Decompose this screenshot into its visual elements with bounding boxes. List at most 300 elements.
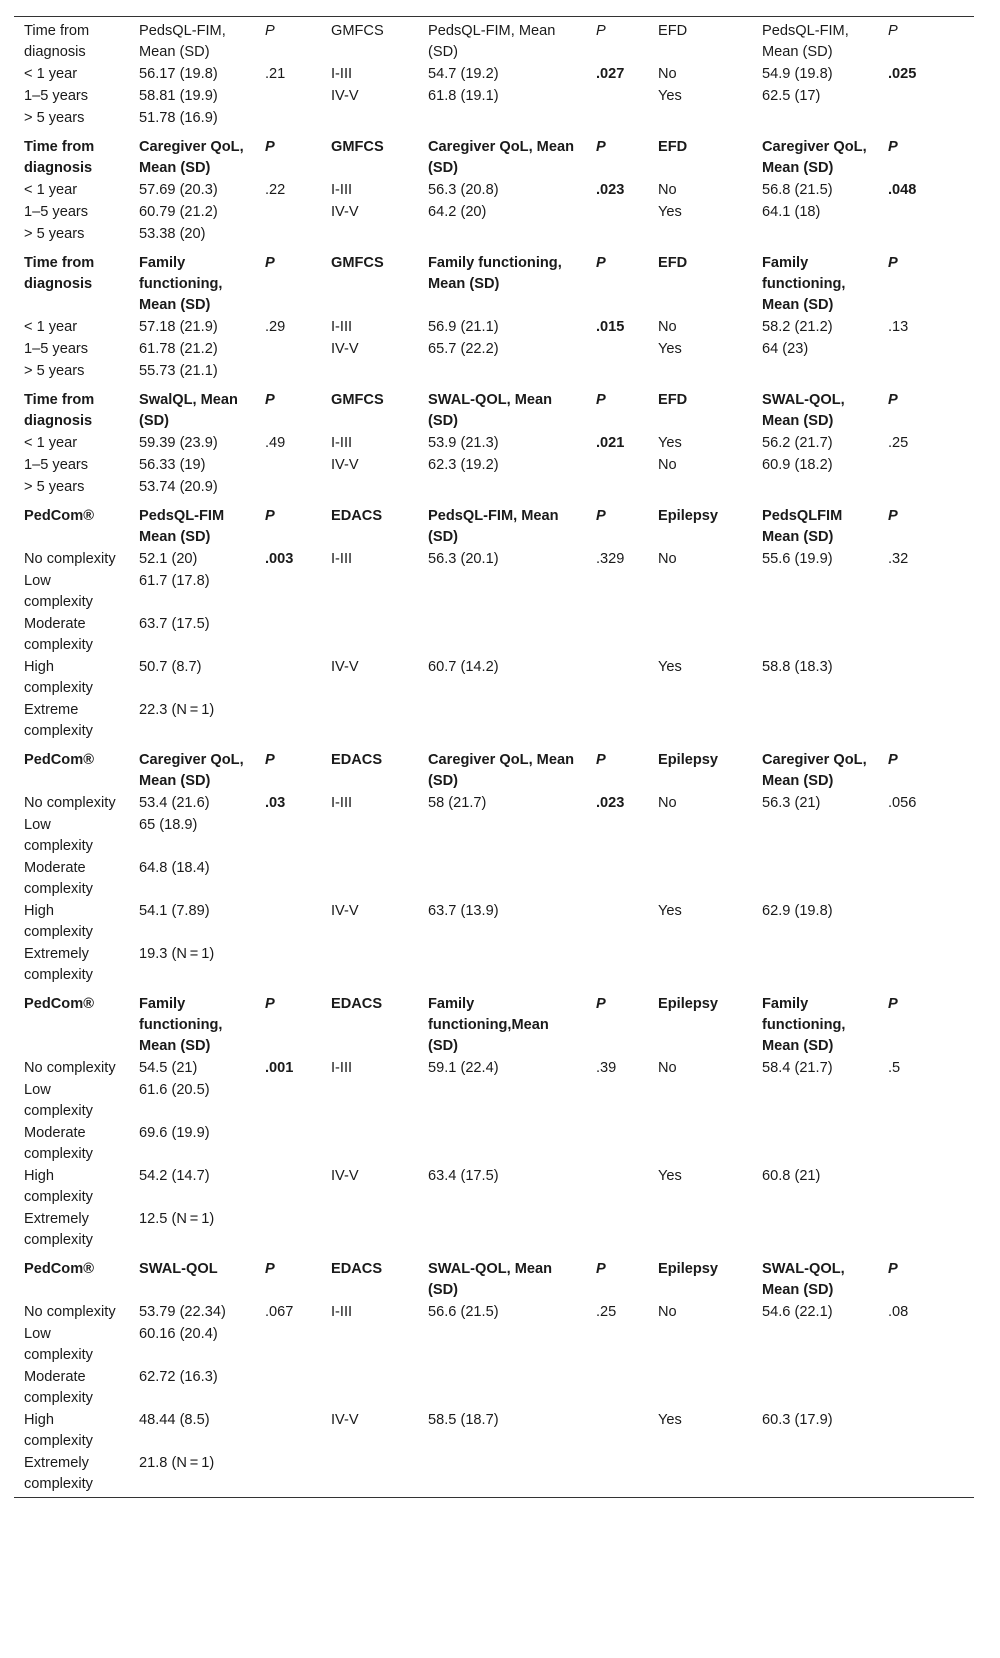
cell-binary-var: No [658,1304,677,1320]
cell-class-var [321,107,418,131]
cell-group-var: < 1 year [24,182,78,198]
cell-score-2 [418,476,586,500]
cell-score-2 [418,1079,586,1122]
cell-score-1: 55.73 (21.1) [139,363,218,379]
cell-p-value-2 [586,570,648,613]
cell-score-2 [418,107,586,131]
cell-class-var: I-III [331,795,353,811]
cell-score-2 [418,943,586,988]
cell-score-2: 53.9 (21.3) [428,435,499,451]
column-header-class-var: GMFCS [331,23,384,39]
cell-class-var: IV-V [331,1168,359,1184]
cell-group-var: 1–5 years [24,457,89,473]
table-row [14,1301,974,1323]
cell-p-value-3 [878,699,974,744]
group-header-row [14,384,974,432]
table-row [14,857,974,900]
cell-p-value-1 [255,613,321,656]
cell-score-2: 59.1 (22.4) [428,1060,499,1076]
cell-p-value-1 [255,900,321,943]
cell-class-var: I-III [331,1304,353,1320]
cell-binary-var [648,699,752,744]
cell-score-2 [418,223,586,247]
cell-score-3 [752,570,878,613]
group-header-row [14,131,974,179]
cell-class-var [321,360,418,384]
cell-score-1: 57.69 (20.3) [139,182,218,198]
cell-p-value-3 [878,201,974,223]
cell-score-3: 56.8 (21.5) [762,182,833,198]
cell-class-var [321,1366,418,1409]
cell-p-value-2 [586,1079,648,1122]
cell-binary-var: Yes [658,1168,682,1184]
cell-group-var: Moderate complexity [24,1369,93,1406]
column-header-class-var: EDACS [331,508,383,524]
cell-p-value-1: .22 [265,182,286,198]
table-row [14,179,974,201]
column-header-score-1: SwalQL, Mean (SD) [139,392,238,429]
cell-p-value-2: .25 [596,1304,617,1320]
cell-binary-var: No [658,66,677,82]
cell-score-1: 59.39 (23.9) [139,435,218,451]
cell-p-value-2 [586,699,648,744]
cell-binary-var [648,360,752,384]
cell-class-var [321,857,418,900]
column-header-score-1: PedsQL-FIM, Mean (SD) [139,23,226,60]
table-row [14,85,974,107]
column-header-class-var: GMFCS [331,139,384,155]
column-header-p-value-2: P [596,752,606,768]
column-header-score-1: Caregiver QoL, Mean (SD) [139,139,244,176]
cell-p-value-2 [586,1122,648,1165]
cell-class-var: IV-V [331,1412,359,1428]
cell-p-value-3 [878,1079,974,1122]
cell-binary-var [648,943,752,988]
results-table [14,16,974,1498]
cell-score-2: 58 (21.7) [428,795,487,811]
column-header-p-value-1: P [265,255,275,271]
cell-score-2: 58.5 (18.7) [428,1412,499,1428]
cell-class-var [321,1122,418,1165]
cell-p-value-2: .023 [596,182,625,198]
cell-p-value-3 [878,1165,974,1208]
cell-score-1: 53.79 (22.34) [139,1304,226,1320]
cell-p-value-3: .056 [888,795,917,811]
cell-class-var: IV-V [331,659,359,675]
cell-p-value-1: .21 [265,66,286,82]
cell-score-2: 56.3 (20.1) [428,551,499,567]
column-header-score-3: SWAL-QOL, Mean (SD) [762,1261,845,1298]
cell-score-3: 64 (23) [762,341,809,357]
cell-score-2: 65.7 (22.2) [428,341,499,357]
table-row [14,943,974,988]
table-row [14,338,974,360]
cell-score-1: 54.2 (14.7) [139,1168,210,1184]
table-body [14,17,974,1498]
column-header-p-value-2: P [596,139,606,155]
column-header-group-var: Time from diagnosis [24,255,95,292]
column-header-binary-var: Epilepsy [658,508,719,524]
cell-score-1: 52.1 (20) [139,551,198,567]
table-row [14,1366,974,1409]
cell-class-var [321,1323,418,1366]
cell-p-value-2 [586,1208,648,1253]
cell-binary-var [648,223,752,247]
cell-p-value-1 [255,1366,321,1409]
cell-binary-var [648,1323,752,1366]
cell-p-value-1 [255,107,321,131]
column-header-score-2: PedsQL-FIM, Mean (SD) [428,508,559,545]
column-header-score-1: Family functioning, Mean (SD) [139,255,223,313]
cell-p-value-3 [878,613,974,656]
cell-class-var [321,570,418,613]
cell-p-value-1: .067 [265,1304,294,1320]
table-row [14,548,974,570]
cell-p-value-1: .49 [265,435,286,451]
cell-p-value-1 [255,454,321,476]
cell-p-value-3 [878,476,974,500]
cell-p-value-3 [878,454,974,476]
cell-class-var [321,476,418,500]
column-header-group-var: Time from diagnosis [24,139,95,176]
cell-binary-var [648,1079,752,1122]
column-header-score-2: Caregiver QoL, Mean (SD) [428,139,574,176]
cell-score-2 [418,1208,586,1253]
column-header-group-var: PedCom® [24,508,94,524]
cell-p-value-2 [586,201,648,223]
column-header-score-3: PedsQL-FIM, Mean (SD) [762,23,849,60]
cell-p-value-2: .39 [596,1060,617,1076]
cell-binary-var: Yes [658,435,682,451]
cell-binary-var: No [658,551,677,567]
table-row [14,814,974,857]
cell-score-3: 54.9 (19.8) [762,66,833,82]
cell-p-value-2 [586,656,648,699]
cell-score-1: 19.3 (N = 1) [139,946,215,962]
cell-p-value-1 [255,943,321,988]
cell-binary-var [648,1122,752,1165]
cell-score-2 [418,613,586,656]
cell-p-value-3 [878,107,974,131]
cell-p-value-1 [255,699,321,744]
cell-group-var: Moderate complexity [24,1125,93,1162]
cell-score-2: 62.3 (19.2) [428,457,499,473]
cell-score-1: 61.6 (20.5) [139,1082,210,1098]
cell-score-3 [752,360,878,384]
column-header-score-3: Family functioning, Mean (SD) [762,996,846,1054]
cell-score-1: 21.8 (N = 1) [139,1455,215,1471]
column-header-class-var: GMFCS [331,255,384,271]
cell-score-3 [752,107,878,131]
cell-class-var [321,814,418,857]
cell-score-3: 58.4 (21.7) [762,1060,833,1076]
cell-p-value-3: .32 [888,551,909,567]
column-header-p-value-3: P [888,752,898,768]
cell-score-3 [752,943,878,988]
cell-class-var: IV-V [331,457,359,473]
column-header-score-1: Caregiver QoL, Mean (SD) [139,752,244,789]
cell-score-2 [418,699,586,744]
cell-p-value-2 [586,943,648,988]
cell-p-value-1 [255,814,321,857]
cell-p-value-3: .025 [888,66,917,82]
cell-group-var: > 5 years [24,110,85,126]
cell-p-value-3 [878,85,974,107]
cell-score-1: 54.1 (7.89) [139,903,210,919]
cell-class-var: I-III [331,319,353,335]
table-row [14,699,974,744]
cell-group-var: 1–5 years [24,341,89,357]
cell-p-value-2 [586,338,648,360]
column-header-score-3: SWAL-QOL, Mean (SD) [762,392,845,429]
column-header-score-2: Family functioning, Mean (SD) [428,255,562,292]
cell-score-2 [418,1366,586,1409]
cell-score-2 [418,814,586,857]
column-header-p-value-1: P [265,392,275,408]
cell-class-var: I-III [331,66,353,82]
cell-score-1: 54.5 (21) [139,1060,198,1076]
cell-score-2: 54.7 (19.2) [428,66,499,82]
cell-p-value-2 [586,1452,648,1498]
cell-group-var: > 5 years [24,363,85,379]
cell-score-1: 69.6 (19.9) [139,1125,210,1141]
cell-score-1: 48.44 (8.5) [139,1412,210,1428]
cell-score-1: 61.7 (17.8) [139,573,210,589]
cell-binary-var: Yes [658,659,682,675]
cell-p-value-2 [586,1409,648,1452]
table-row [14,792,974,814]
cell-binary-var: Yes [658,204,682,220]
cell-binary-var [648,857,752,900]
cell-binary-var: No [658,1060,677,1076]
table-row [14,201,974,223]
cell-p-value-2 [586,476,648,500]
column-header-binary-var: Epilepsy [658,752,719,768]
column-header-binary-var: Epilepsy [658,996,719,1012]
column-header-p-value-1: P [265,996,275,1012]
cell-score-3: 54.6 (22.1) [762,1304,833,1320]
cell-p-value-3 [878,570,974,613]
cell-group-var: High complexity [24,659,93,696]
cell-group-var: > 5 years [24,479,85,495]
column-header-score-1: Family functioning, Mean (SD) [139,996,223,1054]
cell-score-1: 53.38 (20) [139,226,206,242]
cell-score-3 [752,1323,878,1366]
cell-p-value-3 [878,1122,974,1165]
cell-score-2 [418,857,586,900]
cell-score-2: 56.3 (20.8) [428,182,499,198]
cell-p-value-3 [878,1409,974,1452]
cell-p-value-2 [586,1366,648,1409]
cell-score-3: 55.6 (19.9) [762,551,833,567]
cell-group-var: Low complexity [24,1326,93,1363]
cell-class-var: IV-V [331,903,359,919]
column-header-score-2: PedsQL-FIM, Mean (SD) [428,23,556,60]
table-row [14,1452,974,1498]
column-header-p-value-1: P [265,139,275,155]
cell-p-value-3 [878,1208,974,1253]
cell-group-var: Extreme complexity [24,702,93,739]
cell-score-2 [418,570,586,613]
cell-score-3 [752,1452,878,1498]
cell-score-3 [752,1079,878,1122]
column-header-p-value-3: P [888,392,898,408]
table-row [14,656,974,699]
cell-p-value-2: .329 [596,551,625,567]
cell-p-value-3: .13 [888,319,909,335]
cell-p-value-1: .03 [265,795,286,811]
cell-score-3 [752,1208,878,1253]
cell-binary-var: Yes [658,903,682,919]
cell-binary-var [648,814,752,857]
column-header-score-1: SWAL-QOL [139,1261,218,1277]
column-header-group-var: PedCom® [24,996,94,1012]
cell-p-value-2 [586,107,648,131]
column-header-p-value-1: P [265,23,275,39]
cell-class-var [321,1079,418,1122]
table-row [14,316,974,338]
cell-binary-var: Yes [658,88,682,104]
cell-p-value-2 [586,1165,648,1208]
cell-score-1: 50.7 (8.7) [139,659,202,675]
group-header-row [14,500,974,548]
column-header-score-2: Family functioning,Mean (SD) [428,996,549,1054]
cell-class-var: IV-V [331,204,359,220]
cell-score-2: 56.6 (21.5) [428,1304,499,1320]
cell-p-value-2: .015 [596,319,625,335]
cell-group-var: Moderate complexity [24,860,93,897]
group-header-row [14,1253,974,1301]
cell-p-value-1: .003 [265,551,294,567]
cell-p-value-1 [255,570,321,613]
table-row [14,63,974,85]
table-row [14,454,974,476]
cell-binary-var: No [658,319,677,335]
column-header-group-var: PedCom® [24,1261,94,1277]
cell-p-value-1 [255,1452,321,1498]
group-header-row [14,247,974,316]
cell-score-1: 57.18 (21.9) [139,319,218,335]
cell-p-value-2 [586,814,648,857]
column-header-score-2: SWAL-QOL, Mean (SD) [428,392,553,429]
cell-class-var: IV-V [331,88,359,104]
cell-group-var: > 5 years [24,226,85,242]
column-header-group-var: Time from diagnosis [24,392,95,429]
cell-group-var: Low complexity [24,573,93,610]
table-row [14,360,974,384]
cell-class-var: IV-V [331,341,359,357]
column-header-p-value-1: P [265,1261,275,1277]
cell-p-value-3 [878,1366,974,1409]
column-header-binary-var: Epilepsy [658,1261,719,1277]
cell-class-var [321,223,418,247]
column-header-binary-var: EFD [658,255,688,271]
group-header-row [14,988,974,1057]
table-row [14,1208,974,1253]
cell-p-value-2 [586,85,648,107]
cell-group-var: No complexity [24,795,116,811]
cell-score-2 [418,1122,586,1165]
column-header-p-value-3: P [888,508,898,524]
cell-score-1: 22.3 (N = 1) [139,702,215,718]
cell-p-value-3 [878,1452,974,1498]
cell-score-1: 58.81 (19.9) [139,88,218,104]
column-header-p-value-1: P [265,752,275,768]
cell-p-value-1 [255,1323,321,1366]
column-header-p-value-2: P [596,23,606,39]
cell-group-var: 1–5 years [24,204,89,220]
column-header-binary-var: EFD [658,139,688,155]
cell-binary-var [648,476,752,500]
cell-group-var: 1–5 years [24,88,89,104]
cell-score-1: 64.8 (18.4) [139,860,210,876]
table-row [14,1079,974,1122]
cell-binary-var [648,1208,752,1253]
cell-score-1: 12.5 (N = 1) [139,1211,215,1227]
cell-class-var [321,613,418,656]
cell-p-value-1: .001 [265,1060,294,1076]
cell-group-var: High complexity [24,1168,93,1205]
cell-score-3 [752,857,878,900]
cell-p-value-3 [878,943,974,988]
cell-group-var: < 1 year [24,319,78,335]
cell-score-1: 62.72 (16.3) [139,1369,218,1385]
cell-p-value-3: .5 [888,1060,901,1076]
column-header-p-value-3: P [888,255,898,271]
cell-score-2: 63.4 (17.5) [428,1168,499,1184]
table-row [14,613,974,656]
cell-group-var: High complexity [24,903,93,940]
table-row [14,432,974,454]
cell-group-var: High complexity [24,1412,93,1449]
cell-binary-var [648,107,752,131]
cell-score-1: 61.78 (21.2) [139,341,218,357]
cell-p-value-1 [255,1122,321,1165]
cell-score-3: 60.8 (21) [762,1168,821,1184]
cell-binary-var [648,1452,752,1498]
column-header-class-var: EDACS [331,996,383,1012]
cell-p-value-3 [878,223,974,247]
column-header-class-var: EDACS [331,1261,383,1277]
cell-score-1: 56.17 (19.8) [139,66,218,82]
cell-score-3: 62.9 (19.8) [762,903,833,919]
cell-score-2 [418,1452,586,1498]
column-header-binary-var: EFD [658,23,688,39]
cell-class-var: I-III [331,1060,353,1076]
column-header-score-3: PedsQLFIM Mean (SD) [762,508,843,545]
table-row [14,223,974,247]
column-header-p-value-1: P [265,508,275,524]
column-header-binary-var: EFD [658,392,688,408]
cell-p-value-3 [878,338,974,360]
cell-score-3 [752,613,878,656]
cell-binary-var [648,570,752,613]
column-header-p-value-3: P [888,1261,898,1277]
cell-p-value-1: .29 [265,319,286,335]
cell-group-var: No complexity [24,1060,116,1076]
cell-binary-var [648,613,752,656]
cell-group-var: Moderate complexity [24,616,93,653]
cell-score-2: 60.7 (14.2) [428,659,499,675]
cell-p-value-3 [878,656,974,699]
cell-p-value-2: .027 [596,66,625,82]
cell-p-value-1 [255,857,321,900]
table-row [14,1165,974,1208]
cell-score-3: 58.8 (18.3) [762,659,833,675]
cell-group-var: Extremely complexity [24,1211,93,1248]
cell-group-var: Extremely complexity [24,946,93,983]
group-header-row [14,17,974,64]
